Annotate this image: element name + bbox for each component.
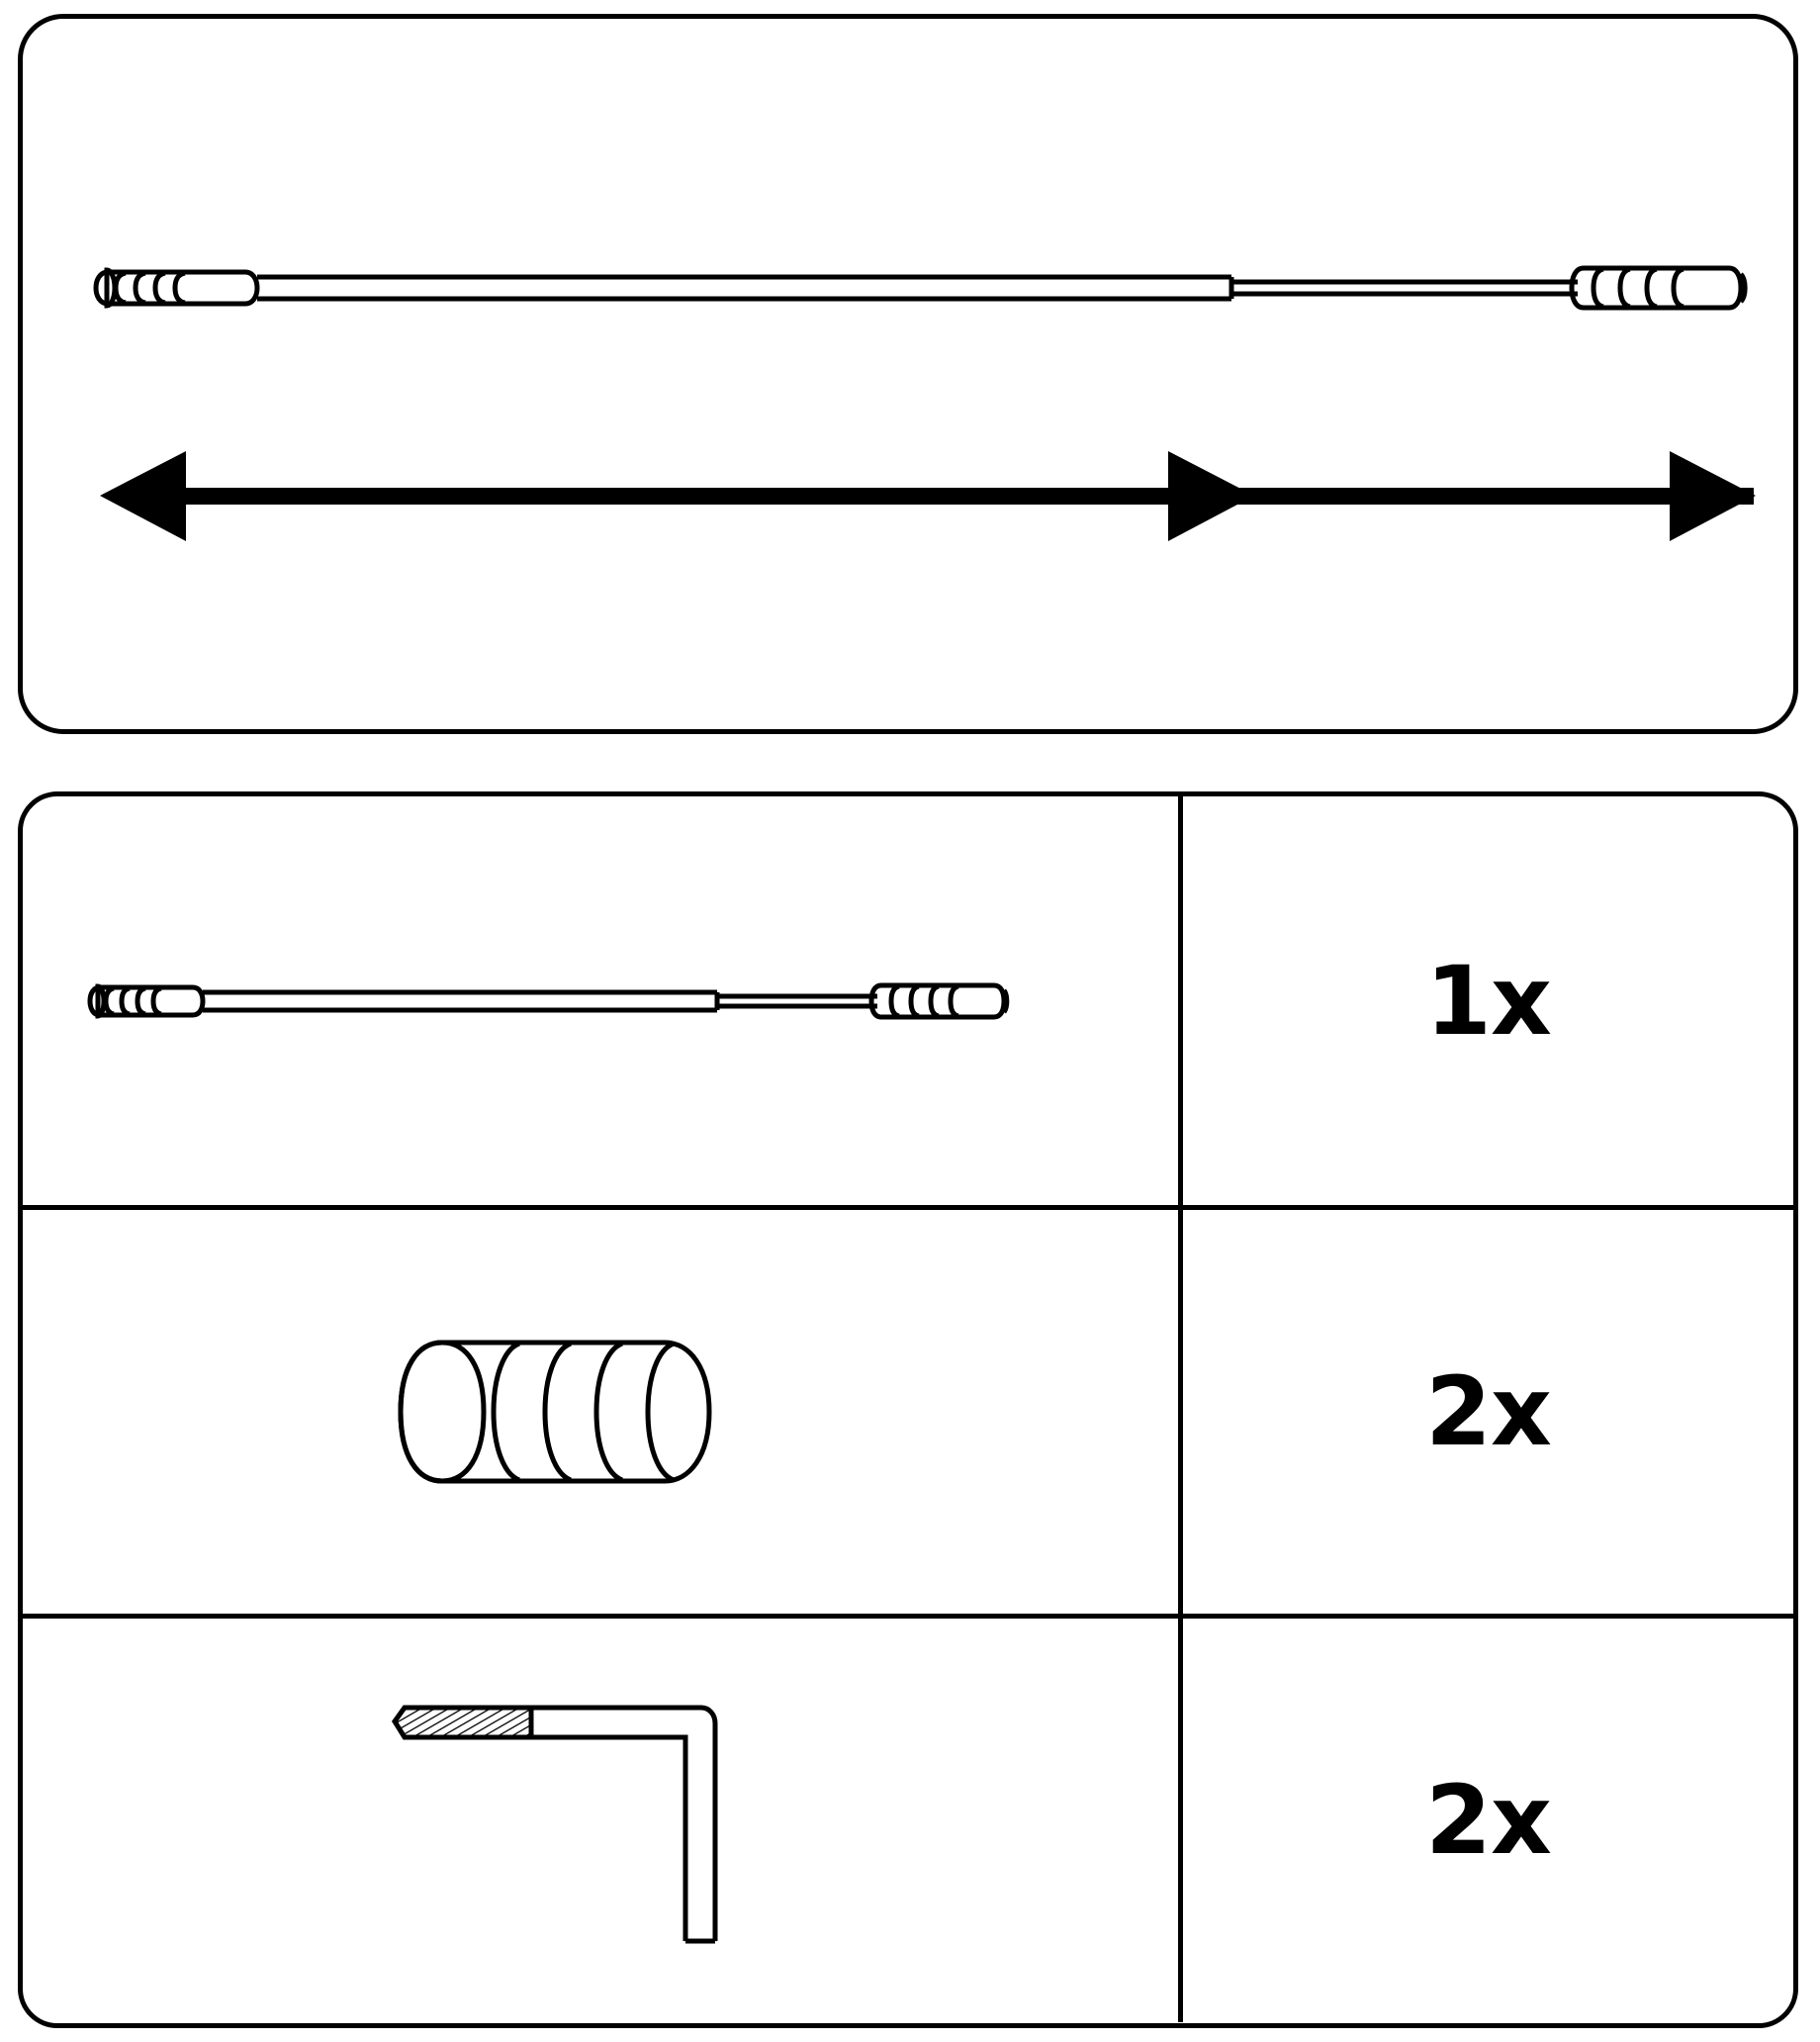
panel-bill-of-materials bbox=[18, 791, 1798, 2028]
top-panel-illustration bbox=[23, 19, 1793, 729]
bom-row bbox=[23, 1205, 1793, 1614]
panel-adjustable-length bbox=[18, 14, 1798, 734]
bom-row bbox=[23, 1614, 1793, 2022]
part-end-cap-figure bbox=[23, 1210, 1178, 1614]
quantity-label: 1x bbox=[1425, 945, 1551, 1057]
part-rod-figure bbox=[23, 796, 1178, 1205]
telescopic-rod-icon bbox=[76, 902, 1125, 1100]
bom-row bbox=[23, 796, 1793, 1205]
part-l-hook-figure bbox=[23, 1619, 1178, 2022]
threaded-l-hook-icon bbox=[383, 1682, 818, 1959]
telescopic-rod-extended bbox=[96, 268, 1745, 308]
part-end-cap-quantity-cell bbox=[1178, 1210, 1793, 1614]
extension-range-double-arrow bbox=[100, 451, 1756, 541]
quantity-label: 2x bbox=[1425, 1765, 1551, 1876]
quantity-label: 2x bbox=[1425, 1356, 1551, 1467]
part-l-hook-quantity-cell bbox=[1178, 1619, 1793, 2022]
ribbed-end-cap-icon bbox=[393, 1303, 808, 1521]
part-rod-quantity-cell bbox=[1178, 796, 1793, 1205]
